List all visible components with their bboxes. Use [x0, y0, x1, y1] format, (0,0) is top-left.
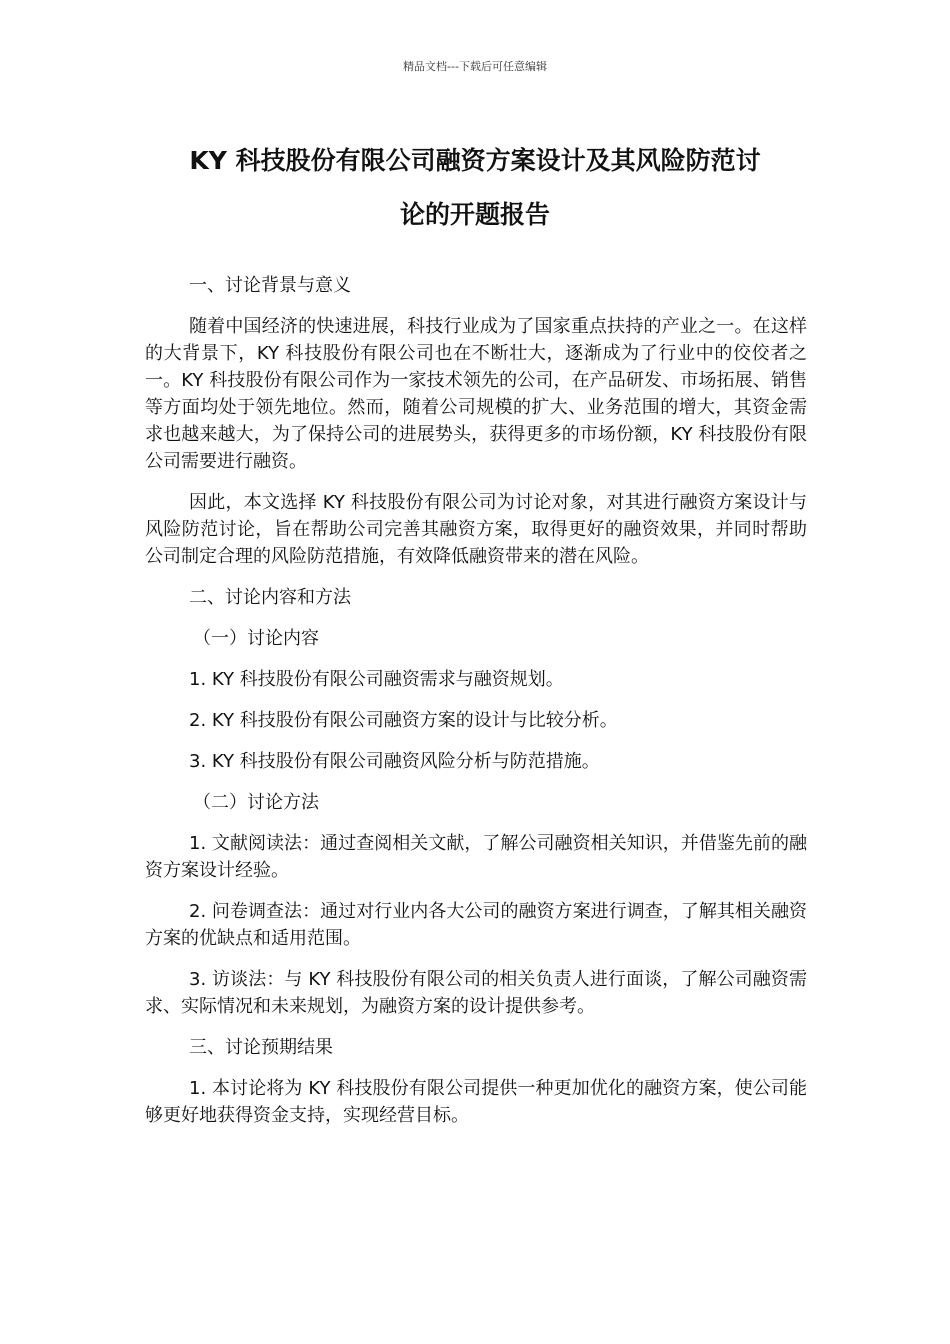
- section-1-heading: 一、讨论背景与意义: [189, 275, 351, 296]
- document-body: [145, 272, 807, 1143]
- document-title-line-1: KY 科技股份有限公司融资方案设计及其风险防范讨: [189, 146, 761, 175]
- document-title-line-2: 论的开题报告: [399, 200, 550, 229]
- section-2-heading: 二、讨论内容和方法: [189, 587, 351, 608]
- section-2-subheading-method: （二）讨论方法: [193, 792, 319, 813]
- method-list-item: 2. 问卷调查法：通过对行业内各大公司的融资方案进行调查，了解其相关融资方案的优缺点和适用范围。: [145, 901, 807, 949]
- section-1-paragraph-1: 随着中国经济的快速进展，科技行业成为了国家重点扶持的产业之一。在这样的大背景下，KY 科技股份有限公司也在不断壮大，逐渐成为了行业中的佼佼者之一。KY 科技股份有限公司作为一家技术领先的公司，在产品研发、市场拓展、销售等方面均处于领先地位。然而，随着公司规模的扩大、业务范围的增大，其资金需求也越来越大，为了保持公司的进展势头，获得更多的市场份额，KY 科技股份有限公司需要进行融资。: [145, 316, 807, 472]
- section-1-paragraph-2: 因此，本文选择 KY 科技股份有限公司为讨论对象，对其进行融资方案设计与风险防范讨论，旨在帮助公司完善其融资方案，取得更好的融资效果，并同时帮助公司制定合理的风险防范措施，有效降低融资带来的潜在风险。: [145, 492, 807, 567]
- method-list-item: 3. 访谈法：与 KY 科技股份有限公司的相关负责人进行面谈，了解公司融资需求、实际情况和未来规划，为融资方案的设计提供参考。: [145, 969, 807, 1017]
- method-list-item: 1. 文献阅读法：通过查阅相关文献，了解公司融资相关知识，并借鉴先前的融资方案设计经验。: [145, 833, 807, 881]
- section-3-heading: 三、讨论预期结果: [189, 1037, 333, 1058]
- section-2-subheading-content: （一）讨论内容: [193, 628, 319, 649]
- header-note: 精品文档---下载后可任意编辑: [403, 60, 547, 73]
- section-3-paragraph-1: 1. 本讨论将为 KY 科技股份有限公司提供一种更加优化的融资方案，使公司能够更好地获得资金支持，实现经营目标。: [145, 1078, 807, 1126]
- content-list-item: 3. KY 科技股份有限公司融资风险分析与防范措施。: [189, 751, 600, 772]
- content-list-item: 1. KY 科技股份有限公司融资需求与融资规划。: [189, 669, 564, 690]
- content-list-item: 2. KY 科技股份有限公司融资方案的设计与比较分析。: [189, 710, 618, 731]
